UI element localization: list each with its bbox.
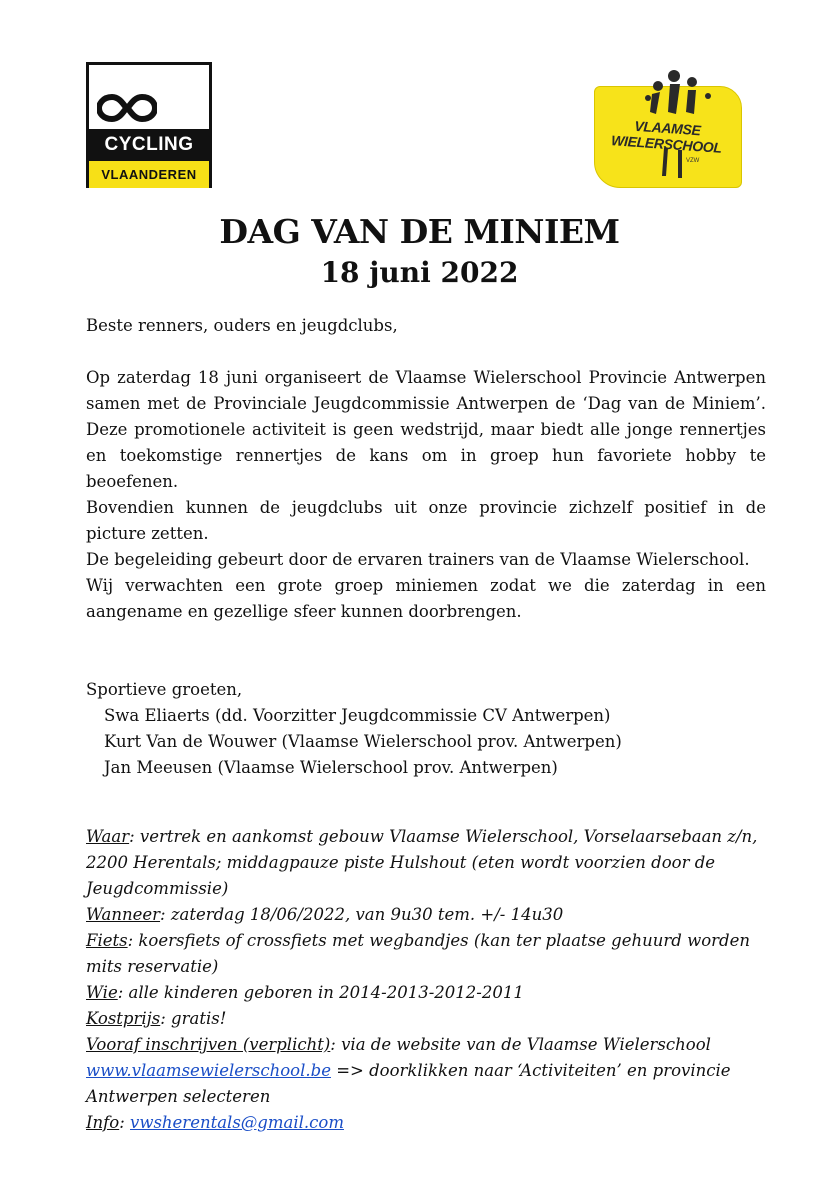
info-label: Wie [86, 983, 118, 1002]
paragraph-4: Wij verwachten een grote groep miniemen zodat we die zaterdag in een aangename en gezellige sfeer kunnen doorbrengen. [86, 576, 766, 621]
info-value: : koersfiets of crossfiets met wegbandjes (kan ter plaatse gehuurd worden mits reservatie) [86, 931, 750, 976]
email-link[interactable]: vwsherentals@gmail.com [130, 1113, 344, 1132]
website-link[interactable]: www.vlaamsewielerschool.be [86, 1061, 331, 1080]
logo-vlaanderen-text: VLAANDEREN [89, 161, 209, 188]
paragraph-1: Op zaterdag 18 juni organiseert de Vlaamse Wielerschool Provincie Antwerpen samen met de Provinciale Jeugdcommissie Antwerpen de ‘Dag van de Miniem’. Deze promotionele activiteit is geen wedstrijd, maar biedt alle jonge rennertjes en toekomstige rennertjes de kans om in groep hun favoriete hobby te beoefenen. [86, 368, 766, 491]
page-title: DAG VAN DE MINIEM [219, 212, 620, 251]
info-label: Fiets [86, 931, 128, 950]
signer-name: Jan Meeusen (Vlaamse Wielerschool prov. Antwerpen) [104, 758, 558, 777]
info-wie [86, 980, 776, 1006]
signer-name: Swa Eliaerts (dd. Voorzitter Jeugdcommissie CV Antwerpen) [104, 706, 611, 725]
greeting: Beste renners, ouders en jeugdclubs, [86, 316, 398, 335]
info-value: : vertrek en aankomst gebouw Vlaamse Wielerschool, Vorselaarsebaan z/n, 2200 Herentals; middagpauze piste Hulshout (eten wordt voorzien door de Jeugdcommissie) [86, 827, 758, 898]
info-label: Info [86, 1113, 120, 1132]
info-value: : alle kinderen geboren in 2014-2013-2012-2011 [117, 983, 524, 1002]
vlaamse-wielerschool-logo [590, 68, 744, 194]
closing: Sportieve groeten, [86, 680, 243, 699]
logo-top [89, 65, 209, 129]
info-contact [86, 1110, 776, 1136]
signoff [86, 677, 766, 781]
cycling-vlaanderen-logo [86, 62, 212, 188]
signer-name: Kurt Van de Wouwer (Vlaamse Wielerschool prov. Antwerpen) [104, 732, 622, 751]
practical-info [86, 824, 776, 1136]
info-value: : gratis! [160, 1009, 227, 1028]
info-waar [86, 824, 776, 902]
logo-vzw-mark: VZW [686, 158, 700, 164]
info-label: Waar [86, 827, 130, 846]
event-date: 18 juni 2022 [320, 256, 519, 289]
info-value: : zaterdag 18/06/2022, van 9u30 tem. +/- 14u30 [160, 905, 564, 924]
paragraph-2: Bovendien kunnen de jeugdclubs uit onze provincie zichzelf positief in de picture zetten. [86, 498, 766, 543]
info-value: : via de website van de Vlaamse Wielerschool [330, 1035, 711, 1054]
info-value: => doorklikken naar ‘Activiteiten’ en provincie Antwerpen selecteren [86, 1061, 731, 1106]
info-label: Kostprijs [86, 1009, 161, 1028]
info-label: Vooraf inschrijven (verplicht) [86, 1035, 331, 1054]
info-fiets [86, 928, 776, 980]
paragraph-3: De begeleiding gebeurt door de ervaren trainers van de Vlaamse Wielerschool. [86, 550, 750, 569]
infinity-icon [97, 93, 157, 123]
info-inschrijven [86, 1032, 776, 1110]
info-wanneer [86, 902, 776, 928]
info-separator: : [119, 1113, 130, 1132]
info-kostprijs [86, 1006, 776, 1032]
logo-wielerschool-text: VLAAMSE WIELERSCHOOL [610, 117, 723, 156]
intro-paragraphs [86, 365, 766, 625]
logo-cycling-text: CYCLING [89, 129, 209, 161]
info-label: Wanneer [86, 905, 161, 924]
